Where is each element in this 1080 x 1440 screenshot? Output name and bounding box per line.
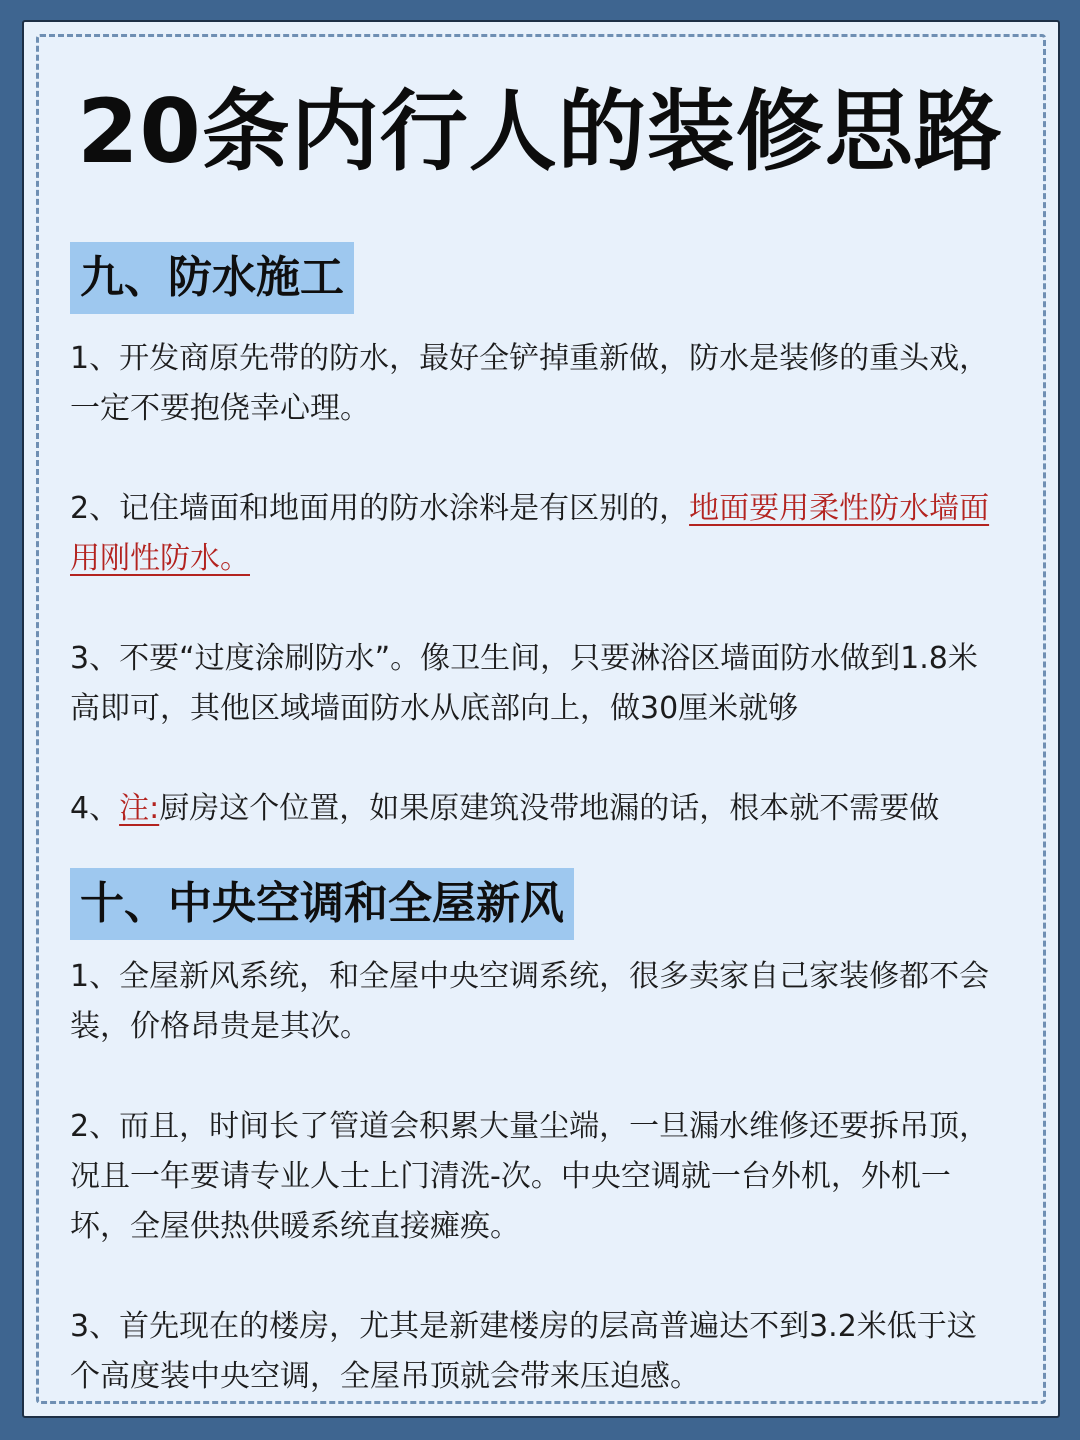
paragraph-hvac-2: 2、而且，时间长了管道会积累大量尘端，一旦漏水维修还要拆吊顶，况且一年要请专业人士上门清洗-次。中央空调就一台外机，外机一坏，全屋供热供暖系统直接瘫痪。: [70, 1109, 990, 1244]
paragraph-hvac-1: 1、全屋新风系统，和全屋中央空调系统，很多卖家自己家装修都不会装，价格昂贵是其次。: [70, 959, 990, 1044]
section-heading-hvac: 十、中央空调和全屋新风: [70, 868, 574, 940]
paragraph-waterproofing-3: 3、不要“过度涂刷防水”。像卫生间，只要淋浴区墙面防水做到1.8米高即可，其他区域墙面防水从底部向上，做30厘米就够: [70, 641, 978, 726]
paragraph-waterproofing-2: [70, 484, 1000, 584]
paragraph-text: 4、: [70, 791, 120, 826]
paragraph-waterproofing-1: 1、开发商原先带的防水，最好全铲掉重新做，防水是装修的重头戏，一定不要抱侥幸心理。: [70, 341, 990, 426]
paragraph-text: 厨房这个位置，如果原建筑没带地漏的话，根本就不需要做: [159, 791, 940, 826]
paragraph-text: 2、记住墙面和地面用的防水涂料是有区别的，: [70, 491, 690, 526]
note-label: 注:: [119, 791, 160, 826]
section-heading-waterproofing: 九、防水施工: [70, 242, 354, 314]
paragraph-waterproofing-4: [70, 784, 1030, 834]
page-title: 20条内行人的装修思路: [77, 80, 1003, 183]
highlight-note: 地面要用柔性防水墙面用刚性防水。: [70, 491, 990, 576]
paragraph-hvac-3: 3、首先现在的楼房，尤其是新建楼房的层高普遍达不到3.2米低于这个高度装中央空调，全屋吊顶就会带来压迫感。: [70, 1309, 977, 1394]
